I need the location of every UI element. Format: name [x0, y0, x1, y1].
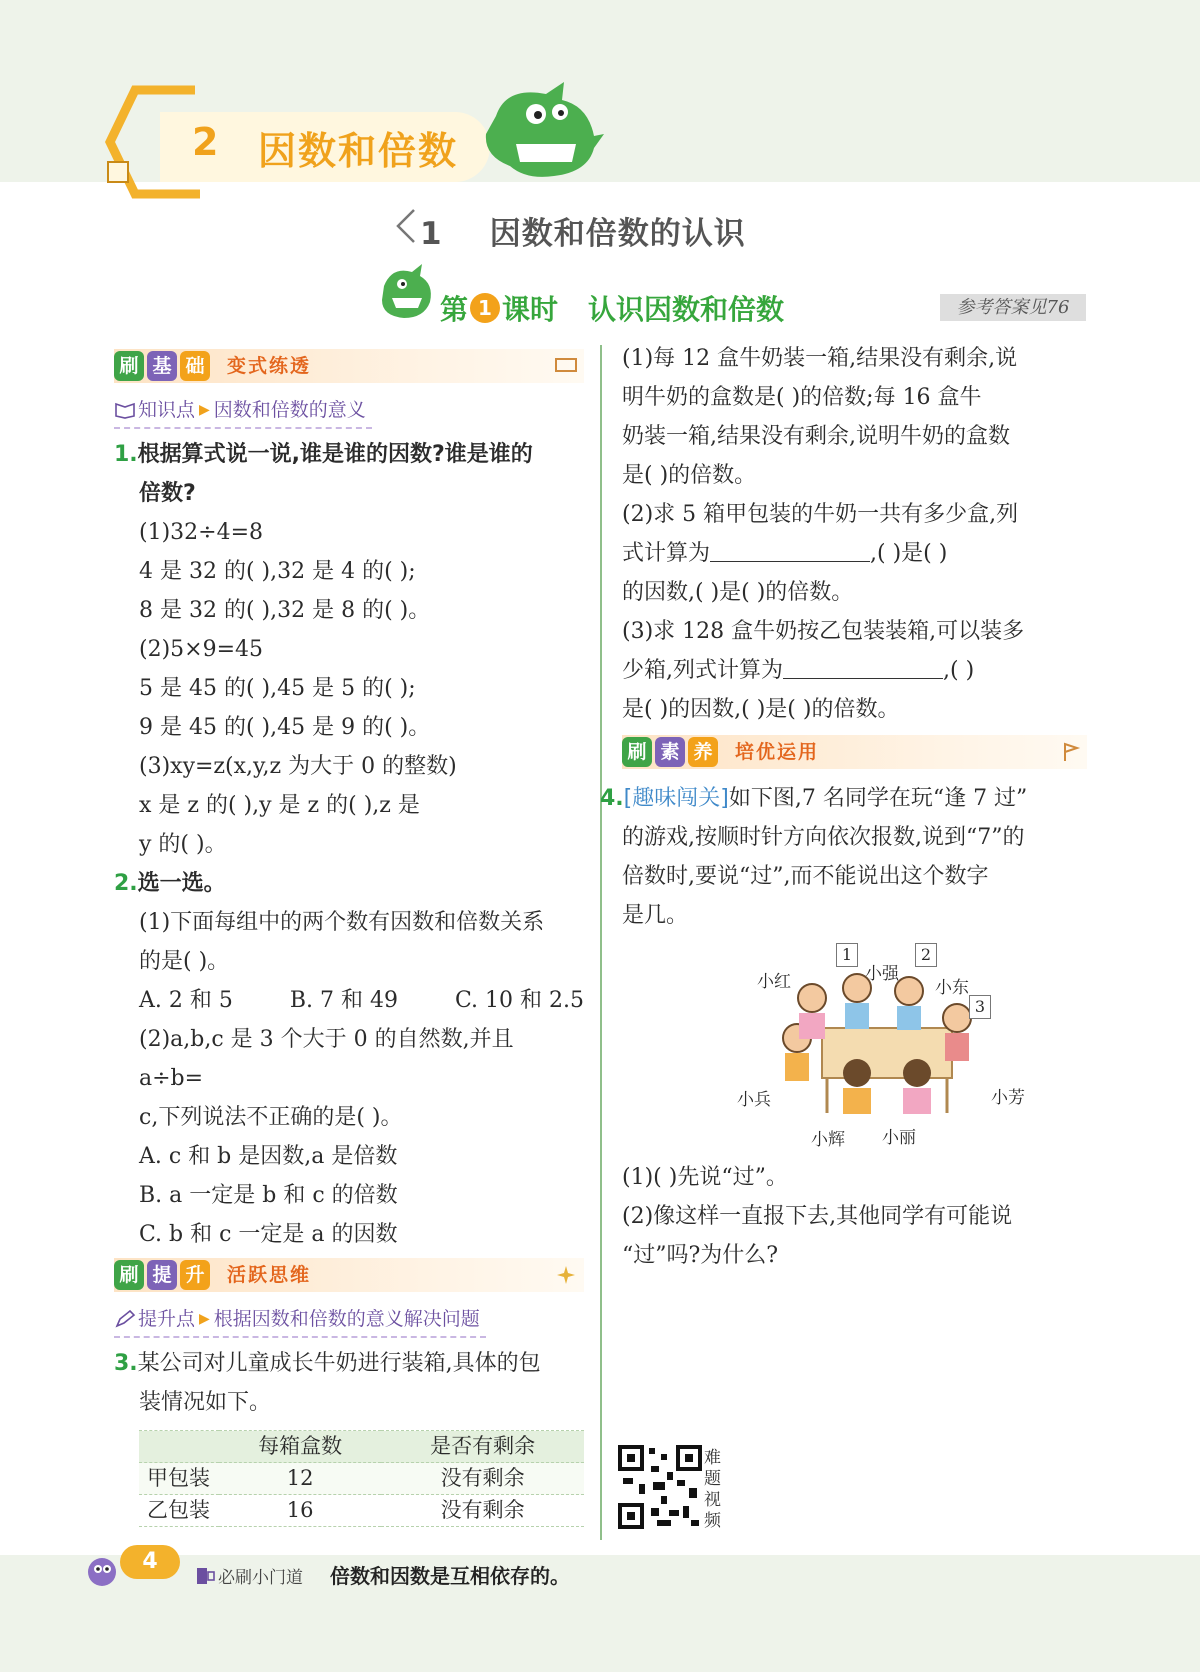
q3-title-cont: 装情况如下。 — [139, 1390, 272, 1415]
improve-point-label: 提升点 — [138, 1307, 196, 1330]
q3-text: 的因数,( )是( )的倍数。 — [622, 580, 854, 605]
q2-option[interactable]: B. a 一定是 b 和 c 的倍数 — [139, 1183, 398, 1208]
q3-number: 3. — [114, 1351, 138, 1376]
improve-point — [114, 1302, 486, 1338]
answer-blank[interactable] — [783, 655, 943, 679]
banner-basic — [114, 349, 584, 383]
left-column — [114, 345, 584, 1527]
q1-title-cont: 倍数? — [139, 481, 196, 506]
q3-text: 少箱,列式计算为 ,( ) — [622, 651, 1087, 690]
q3-text: (2)求 5 箱甲包装的牛奶一共有多少盒,列 — [622, 502, 1019, 527]
section-text: 因数和倍数的认识 — [489, 216, 746, 252]
q4-text: 倍数时,要说“过”,而不能说出这个数字 — [622, 864, 989, 889]
green-monster-icon — [476, 76, 606, 186]
lesson-title: 认识因数和倍数 — [588, 293, 785, 326]
packing-table — [139, 1430, 584, 1527]
banner-improve-chip-2: 提 — [147, 1260, 177, 1290]
q1-line: 4 是 32 的( ),32 是 4 的( ); — [139, 559, 416, 584]
knowledge-point — [114, 393, 372, 429]
q1-line: x 是 z 的( ),y 是 z 的( ),z 是 — [139, 793, 420, 818]
table-cell: 甲包装 — [139, 1463, 219, 1495]
q3-title: 3.某公司对儿童成长牛奶进行装箱,具体的包 — [114, 1351, 541, 1376]
q1-line: y 的( )。 — [139, 832, 227, 857]
speech-bubble: 2 — [915, 943, 937, 967]
student-name: 小东 — [935, 978, 969, 998]
table-header: 是否有剩余 — [381, 1431, 584, 1463]
q4-title: 4.[趣味闯关]如下图,7 名同学在玩“逢 7 过” — [600, 786, 1028, 811]
game-illustration — [737, 943, 1037, 1148]
table-row — [139, 1495, 584, 1527]
student-name: 小强 — [865, 964, 899, 984]
table-row — [139, 1463, 584, 1495]
q2-title: 2.选一选。 — [114, 871, 226, 896]
q2-part: (2)a,b,c 是 3 个大于 0 的自然数,并且 a÷b= — [139, 1027, 514, 1091]
student-name: 小红 — [757, 972, 791, 992]
banner-quality-chip-3: 养 — [688, 737, 718, 767]
q2-part: c,下列说法不正确的是( )。 — [139, 1105, 403, 1130]
qr-code-icon[interactable] — [617, 1444, 703, 1530]
q2-option-b[interactable]: B. 7 和 49 — [289, 988, 398, 1013]
section-title — [420, 208, 746, 253]
column-divider — [600, 345, 602, 1540]
q3-text: 是( )的因数,( )是( )的倍数。 — [622, 697, 900, 722]
tip-text: 倍数和因数是互相依存的。 — [330, 1564, 570, 1588]
banner-quality-chip-1: 刷 — [622, 737, 652, 767]
banner-basic-chip-2: 基 — [147, 351, 177, 381]
q3-text: (3)求 128 盒牛奶按乙包装装箱,可以装多 — [622, 619, 1025, 644]
right-column — [600, 339, 1087, 1275]
q2-part: (1)下面每组中的两个数有因数和倍数关系 — [139, 910, 545, 935]
tip-label: 必刷小门道 — [194, 1563, 303, 1588]
speech-bubble: 1 — [836, 943, 858, 967]
lesson-suffix: 课时 — [502, 293, 559, 326]
banner-quality — [622, 735, 1087, 769]
q3-text: 明牛奶的盒数是( )的倍数;每 16 盒牛 — [622, 385, 982, 410]
q3-text: 是( )的倍数。 — [622, 463, 757, 488]
q1-line: (1)32÷4=8 — [139, 520, 264, 545]
q3-text: (1)每 12 盒牛奶装一箱,结果没有剩余,说 — [622, 346, 1018, 371]
q2-options — [114, 981, 584, 1020]
q4-sub: “过”吗?为什么? — [622, 1243, 779, 1268]
student-name: 小芳 — [991, 1088, 1025, 1108]
arrow-icon: ▶ — [199, 1310, 210, 1327]
q4-number: 4. — [600, 786, 624, 811]
q2-option[interactable]: C. b 和 c 一定是 a 的因数 — [139, 1222, 398, 1247]
page-number: 4 — [120, 1545, 180, 1579]
speech-bubble: 3 — [969, 995, 991, 1019]
section-bracket-icon — [392, 206, 422, 246]
pencil-icon — [114, 1309, 138, 1329]
banner-improve-chip-3: 升 — [180, 1260, 210, 1290]
book-icon — [554, 355, 578, 375]
mascot-icon — [82, 1550, 122, 1590]
table-header — [139, 1431, 219, 1463]
q1-line: 5 是 45 的( ),45 是 5 的( ); — [139, 676, 416, 701]
q3-text: 式计算为 ,( )是( ) — [622, 534, 1087, 573]
arrow-icon: ▶ — [199, 401, 210, 418]
banner-improve — [114, 1258, 584, 1292]
banner-improve-chip-1: 刷 — [114, 1260, 144, 1290]
lesson-heading — [440, 288, 784, 328]
table-cell: 没有剩余 — [381, 1495, 584, 1527]
banner-basic-chip-1: 刷 — [114, 351, 144, 381]
q4-tag: [趣味闯关] — [623, 786, 729, 811]
lesson-number: 1 — [470, 293, 500, 323]
q1-title: 1.根据算式说一说,谁是谁的因数?谁是谁的 — [114, 442, 533, 467]
answer-blank[interactable] — [710, 538, 870, 562]
banner-basic-chip-3: 础 — [180, 351, 210, 381]
door-icon — [194, 1566, 218, 1586]
q2-number: 2. — [114, 871, 138, 896]
knowledge-point-text: 因数和倍数的意义 — [213, 398, 366, 421]
small-monster-icon — [376, 262, 436, 324]
banner-quality-chip-2: 素 — [655, 737, 685, 767]
table-cell: 没有剩余 — [381, 1463, 584, 1495]
knowledge-point-label: 知识点 — [138, 398, 196, 421]
q1-line: 9 是 45 的( ),45 是 9 的( )。 — [139, 715, 431, 740]
q1-number: 1. — [114, 442, 138, 467]
q1-line: 8 是 32 的( ),32 是 8 的( )。 — [139, 598, 431, 623]
banner-basic-subtitle: 变式练透 — [227, 354, 312, 377]
table-cell: 12 — [219, 1463, 381, 1495]
banner-improve-subtitle: 活跃思维 — [227, 1263, 312, 1286]
chapter-number: 2 — [192, 120, 219, 164]
q3-text: 奶装一箱,结果没有剩余,说明牛奶的盒数 — [622, 424, 1010, 449]
lesson-prefix: 第 — [440, 293, 469, 326]
student-name: 小兵 — [737, 1090, 771, 1110]
improve-point-text: 根据因数和倍数的意义解决问题 — [213, 1307, 480, 1330]
q4-sub: (1)( )先说“过”。 — [622, 1165, 788, 1190]
table-cell: 乙包装 — [139, 1495, 219, 1527]
q4-text: 的游戏,按顺时针方向依次报数,说到“7”的 — [622, 825, 1025, 850]
answer-reference: 参考答案见76 — [940, 294, 1086, 321]
student-name: 小丽 — [882, 1128, 916, 1148]
q1-line: (2)5×9=45 — [139, 637, 264, 662]
sparkle-icon — [554, 1264, 578, 1286]
q4-text: 是几。 — [622, 903, 689, 928]
table-header: 每箱盒数 — [219, 1431, 381, 1463]
q4-sub: (2)像这样一直报下去,其他同学有可能说 — [622, 1204, 1013, 1229]
book-open-icon — [114, 400, 138, 420]
section-number: 1 — [420, 216, 443, 252]
chapter-title: 因数和倍数 — [258, 129, 459, 173]
q2-option-a[interactable]: A. 2 和 5 — [139, 988, 233, 1013]
student-name: 小辉 — [811, 1130, 845, 1150]
flag-icon — [1059, 741, 1081, 763]
footer-band — [0, 1555, 1200, 1672]
q2-option-c[interactable]: C. 10 和 2.5 — [454, 988, 584, 1013]
table-cell: 16 — [219, 1495, 381, 1527]
qr-label: 难题视频 — [704, 1448, 721, 1531]
table-header-row — [139, 1431, 584, 1463]
q1-line: (3)xy=z(x,y,z 为大于 0 的整数) — [139, 754, 457, 779]
banner-quality-subtitle: 培优运用 — [735, 740, 820, 763]
q2-part: 的是( )。 — [139, 949, 230, 974]
q2-option[interactable]: A. c 和 b 是因数,a 是倍数 — [139, 1144, 398, 1169]
